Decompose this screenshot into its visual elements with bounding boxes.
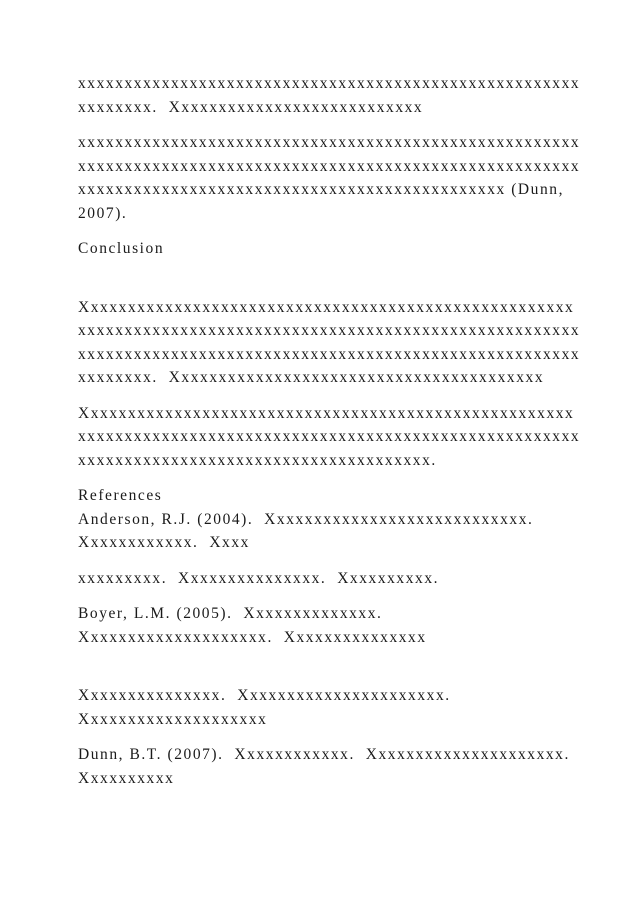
reference-line: Boyer, L.M. (2005). Xxxxxxxxxxxxxx. [78, 605, 383, 622]
reference-boyer-continued [78, 684, 578, 731]
text-line: xxxxxxxx. Xxxxxxxxxxxxxxxxxxxxxxxxxxxxxxxxxxxxxxxx [78, 369, 545, 386]
body-paragraph-1 [78, 72, 581, 119]
text-line: xxxxxxxxxxxxxxxxxxxxxxxxxxxxxxxxxxxxxxxxxxxxxxxxxxxxxx [78, 134, 581, 151]
text-line: Xxxxxxxxxxxxxxxxxxxxxxxxxxxxxxxxxxxxxxxxxxxxxxxxxxxxx [78, 298, 575, 316]
conclusion-heading: Conclusion [78, 240, 165, 257]
text-line: 2007). [78, 204, 128, 222]
reference-line: Xxxxxxxxxx [78, 769, 175, 787]
reference-line: Anderson, R.J. (2004). Xxxxxxxxxxxxxxxxxxxxxxxxxxxx. [78, 510, 534, 528]
text-line: xxxxxxxxxxxxxxxxxxxxxxxxxxxxxxxxxxxxxxxxxxxxxx (Dunn, [78, 181, 565, 198]
text-line: xxxxxxxxxxxxxxxxxxxxxxxxxxxxxxxxxxxxxxxxxxxxxxxxxxxxxx [78, 322, 581, 339]
text-line: xxxxxxxxxxxxxxxxxxxxxxxxxxxxxxxxxxxxxxxxxxxxxxxxxxxxxx [78, 345, 581, 363]
document-page [78, 72, 581, 790]
reference-anderson [78, 508, 578, 555]
conclusion-paragraph-1 [78, 296, 581, 390]
text-line: Xxxxxxxxxxxxxxxxxxxxxxxxxxxxxxxxxxxxxxxxxxxxxxxxxxxxx [78, 404, 575, 422]
reference-line: xxxxxxxxx. Xxxxxxxxxxxxxxx. Xxxxxxxxxx. [78, 569, 440, 587]
reference-line: Xxxxxxxxxxxxxxxxxxxx. Xxxxxxxxxxxxxxx [78, 628, 427, 646]
text-line: xxxxxxxxxxxxxxxxxxxxxxxxxxxxxxxxxxxxxxxxxxxxxxxxxxxxxx [78, 157, 581, 175]
reference-boyer [78, 602, 578, 649]
text-line: xxxxxxxxxxxxxxxxxxxxxxxxxxxxxxxxxxxxxx. [78, 451, 437, 469]
reference-line: Xxxxxxxxxxxx. Xxxx [78, 534, 250, 551]
reference-line: Xxxxxxxxxxxxxxx. Xxxxxxxxxxxxxxxxxxxxxx. [78, 687, 451, 704]
text-line: xxxxxxxxxxxxxxxxxxxxxxxxxxxxxxxxxxxxxxxxxxxxxxxxxxxxxx [78, 75, 581, 92]
reference-line: Xxxxxxxxxxxxxxxxxxxx [78, 710, 268, 728]
text-line: xxxxxxxx. Xxxxxxxxxxxxxxxxxxxxxxxxxxx [78, 98, 424, 116]
text-line: xxxxxxxxxxxxxxxxxxxxxxxxxxxxxxxxxxxxxxxxxxxxxxxxxxxxxx [78, 428, 581, 445]
references-heading: References [78, 487, 163, 504]
body-paragraph-2 [78, 131, 581, 225]
reference-dunn [78, 743, 578, 790]
conclusion-paragraph-2 [78, 402, 581, 473]
reference-line: Dunn, B.T. (2007). Xxxxxxxxxxxx. Xxxxxxxxxxxxxxxxxxxxx. [78, 746, 570, 763]
